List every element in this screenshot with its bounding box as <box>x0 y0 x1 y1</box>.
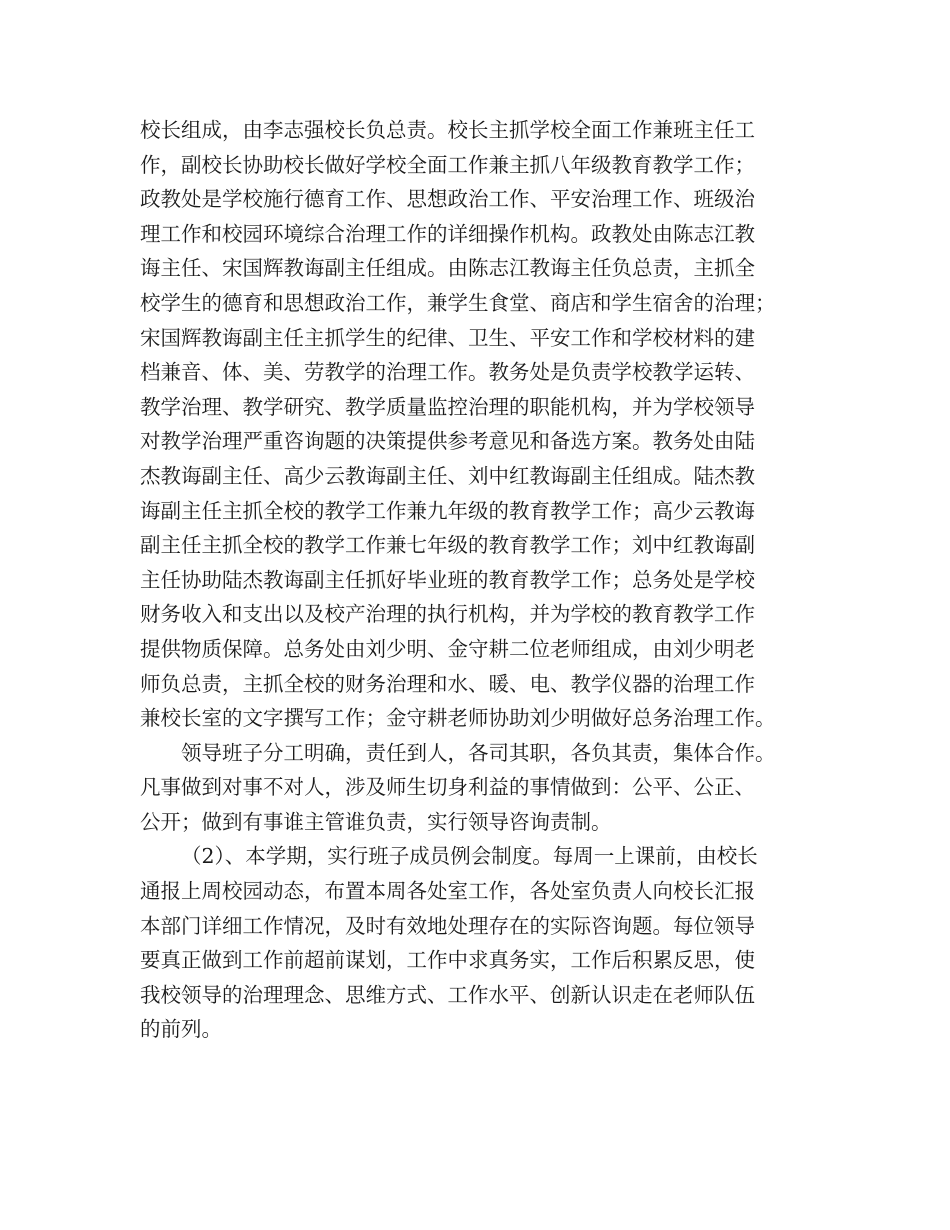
text-line: 作，副校长协助校长做好学校全面工作兼主抓八年级教育教学工作； <box>140 152 755 177</box>
text-line: 对教学治理严重咨询题的决策提供参考意见和备选方案。教务处由陆 <box>140 429 755 454</box>
text-line: 要真正做到工作前超前谋划，工作中求真务实，工作后积累反思，使 <box>140 948 755 973</box>
text-line: 杰教诲副主任、高少云教诲副主任、刘中红教诲副主任组成。陆杰教 <box>140 463 755 488</box>
text-line: 诲副主任主抓全校的教学工作兼九年级的教育教学工作；高少云教诲 <box>140 498 755 523</box>
text-line: （2）、本学期，实行班子成员例会制度。每周一上课前，由校长 <box>181 844 758 869</box>
paragraph-weekly-meeting <box>140 839 830 1047</box>
text-line: 教学治理、教学研究、教学质量监控治理的职能机构，并为学校领导 <box>140 394 755 419</box>
text-line: 我校领导的治理理念、思维方式、工作水平、创新认识走在老师队伍 <box>140 982 755 1007</box>
text-line: 校学生的德育和思想政治工作，兼学生食堂、商店和学生宿舍的治理； <box>140 290 776 315</box>
text-line: 通报上周校园动态，布置本周各处室工作，各处室负责人向校长汇报 <box>140 879 755 904</box>
text-line: 本部门详细工作情况，及时有效地处理存在的实际咨询题。每位领导 <box>140 913 755 938</box>
text-line: 主任协助陆杰教诲副主任抓好毕业班的教育教学工作；总务处是学校 <box>140 567 755 592</box>
text-line: 财务收入和支出以及校产治理的执行机构，并为学校的教育教学工作 <box>140 602 755 627</box>
text-line: 档兼音、体、美、劳教学的治理工作。教务处是负责学校教学运转、 <box>140 360 755 385</box>
paragraph-leadership-roles <box>140 113 830 736</box>
document-body <box>140 113 830 1047</box>
text-line: 公开；做到有事谁主管谁负责，实行领导咨询责制。 <box>140 809 612 834</box>
text-line: 理工作和校园环境综合治理工作的详细操作机构。政教处由陈志江教 <box>140 221 755 246</box>
paragraph-division-of-labor <box>140 736 830 840</box>
text-line: 凡事做到对事不对人，涉及师生切身利益的事情做到：公平、公正、 <box>140 775 755 800</box>
text-line: 校长组成，由李志强校长负总责。校长主抓学校全面工作兼班主任工 <box>140 118 755 142</box>
text-line: 的前列。 <box>140 1017 222 1042</box>
text-line: 提供物质保障。总务处由刘少明、金守耕二位老师组成，由刘少明老 <box>140 636 755 661</box>
text-line: 师负总责，主抓全校的财务治理和水、暖、电、教学仪器的治理工作 <box>140 671 755 696</box>
text-line: 宋国辉教诲副主任主抓学生的纪律、卫生、平安工作和学校材料的建 <box>140 325 755 350</box>
text-line: 诲主任、宋国辉教诲副主任组成。由陈志江教诲主任负总责，主抓全 <box>140 256 755 281</box>
text-line: 副主任主抓全校的教学工作兼七年级的教育教学工作；刘中红教诲副 <box>140 533 755 558</box>
text-line: 政教处是学校施行德育工作、思想政治工作、平安治理工作、班级治 <box>140 187 755 212</box>
text-line: 领导班子分工明确，责任到人，各司其职，各负其责，集体合作。 <box>181 740 776 765</box>
text-line: 兼校长室的文字撰写工作；金守耕老师协助刘少明做好总务治理工作。 <box>140 706 776 731</box>
